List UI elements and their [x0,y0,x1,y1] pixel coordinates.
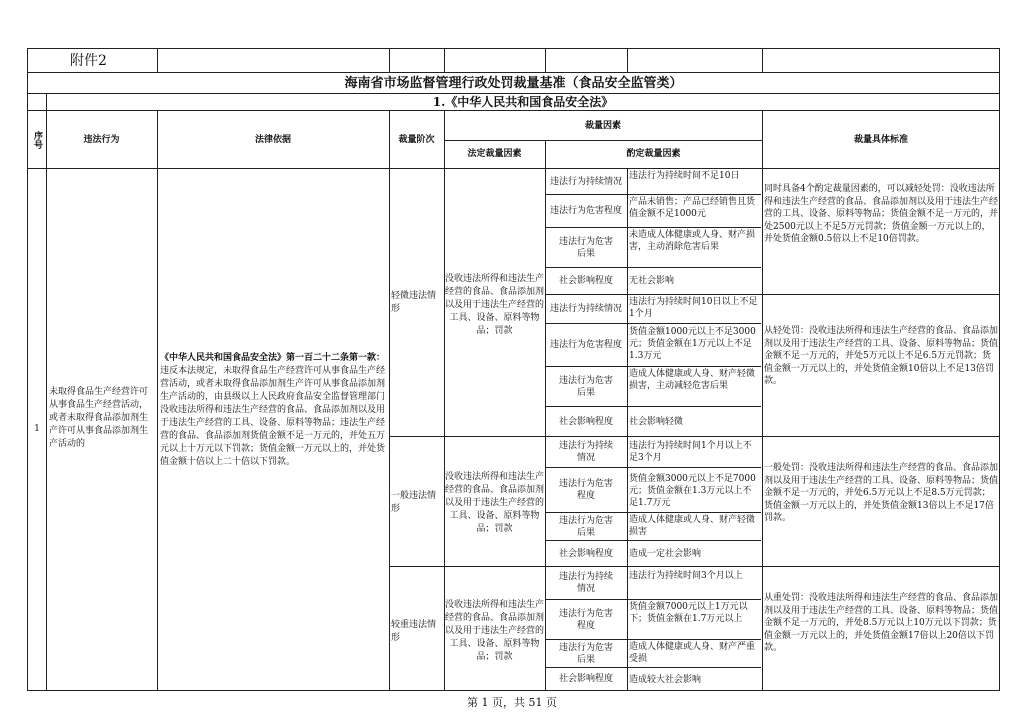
factor-value: 造成人体健康或人身、财产轻微损害，主动减轻危害后果 [629,369,756,391]
page-number: 第 1 页，共 51 页 [467,696,557,709]
level-name: 一般违法情形 [391,491,437,514]
grid-line [389,566,1000,567]
standard-text: 从轻处罚：没收违法所得和违法生产经营的食品、食品添加剂以及用于违法生产经营的工具、设备、原料等物品；货值金额不足一万元的，并处5万元以上不足6.5万元罚款；货值金额一万元以上的，并处货值金额10倍以上不足13倍罚款。 [764,326,998,386]
header-standard: 裁量具体标准 [853,134,908,145]
factor-value: 未造成人体健康或人身、财产损害，主动消除危害后果 [629,230,756,252]
grid-line [999,48,1000,690]
factor-value: 社会影响轻微 [629,417,684,427]
grid-line [157,110,158,690]
row-basis-text: 违反本法规定，未取得食品生产经营许可从事食品生产经营活动，或者未取得食品添加剂生产许可从事食品添加剂生产活动的，由县级以上人民政府食品安全监督管理部门没收违法所得和违法生产经营的食品、食品添加剂以及用于违法生产经营的工具、设备、原料等物品；违法生产经营的食品、食品添加剂货值金额不足一万元的，并处五万元以上十万元以下罚款；货值金额一万元以上的，并处货值金额十倍以上二十倍以下罚款。 [160,366,386,467]
row-seq: 1 [34,424,40,434]
grid-line [46,93,47,690]
factor-key: 违法行为持续情况 [549,176,622,187]
factor-key: 社会影响程度 [558,674,613,684]
standard-text: 同时具备4个酌定裁量因素的，可以减轻处罚：没收违法所得和违法生产经营的食品、食品添加剂以及用于违法生产经营的工具、设备、原料等物品；货值金额不足一万元的，并处2500元以上不足5万元罚款；货值金额一万元以上的，并处货值金额0.5倍以上不足10倍罚款。 [764,184,998,244]
header-level: 裁量阶次 [398,134,435,145]
factor-key: 违法行为危害程度 [558,479,613,501]
standard-text: 从重处罚：没收违法所得和违法生产经营的食品、食品添加剂以及用于违法生产经营的工具、设备、原料等物品；货值金额不足一万元的，并处8.5万元以上10万元以下罚款；货值金额一万元以上的，并处货值金额17倍以上20倍以下罚款。 [764,593,998,653]
legal-factor: 没收违法所得和违法生产经营的食品、食品添加剂以及用于违法生产经营的工具、设备、原料等物品；罚款 [445,471,544,534]
header-legal-factor: 法定裁量因素 [467,149,522,159]
grid-line [545,48,546,72]
factor-value: 违法行为持续时间3个月以上 [629,571,743,581]
grid-line [27,93,1000,94]
legal-factor: 没收违法所得和违法生产经营的食品、食品添加剂以及用于违法生产经营的工具、设备、原料等物品；罚款 [445,599,544,662]
factor-value: 货值金额7000元以上1万元以下；货值金额在1.7万元以上 [629,602,748,624]
factor-key: 违法行为危害后果 [558,236,613,259]
factor-key: 违法行为危害后果 [558,515,613,538]
grid-line [27,168,1000,169]
grid-line [27,110,1000,111]
header-seq: 序号 [32,130,42,149]
factor-key: 违法行为危害后果 [558,375,613,398]
grid-line [762,110,763,690]
grid-line [762,48,763,72]
attachment-label: 附件2 [70,53,107,69]
grid-line [27,72,1000,73]
factor-key: 社会影响程度 [558,548,613,559]
row-basis-article: 《中华人民共和国食品安全法》第一百二十二条第一款： [160,353,386,363]
grid-line [627,48,628,72]
grid-line [27,690,1000,691]
grid-line [444,48,445,72]
factor-value: 产品未销售；产品已经销售且货值金额不足1000元 [629,197,756,219]
level-name: 较重违法情形 [391,620,437,643]
factor-key: 违法行为危害程度 [549,340,622,350]
factor-key: 违法行为持续情况 [558,572,613,594]
header-basis: 法律依据 [254,134,291,145]
factor-value: 造成一定社会影响 [629,549,702,559]
grid-line [389,110,390,690]
factor-value: 货值金额3000元以上不足7000元；货值金额在1.3万元以上不足1.7万元 [629,474,756,508]
factor-key: 违法行为危害程度 [558,608,613,631]
factor-value: 造成人体健康或人身、财产轻微损害 [629,515,756,537]
factor-value: 违法行为持续时间不足10日 [629,171,740,181]
header-violation: 违法行为 [83,134,120,145]
legal-factor: 没收违法所得和违法生产经营的食品、食品添加剂以及用于违法生产经营的工具、设备、原料等物品；罚款 [445,273,544,336]
factor-key: 违法行为危害程度 [549,206,622,216]
factor-value: 造成人体健康或人身、财产严重受损 [629,642,756,664]
grid-line [389,48,390,72]
standard-text: 一般处罚：没收违法所得和违法生产经营的食品、食品添加剂以及用于违法生产经营的工具、设备、原料等物品；货值金额不足一万元的，并处6.5万元以上不足8.5万元罚款；货值金额一万元以上的，并处货值金额13倍以上不足17倍罚款。 [764,463,998,523]
row-basis [160,352,387,469]
factor-value: 无社会影响 [629,276,675,286]
grid-line [27,48,1000,49]
factor-key: 社会影响程度 [558,276,613,286]
page-title: 海南省市场监督管理行政处罚裁量基准（食品安全监管类） [344,76,683,91]
factor-key: 社会影响程度 [558,416,613,427]
factor-value: 造成较大社会影响 [629,675,702,685]
factor-value: 违法行为持续时间1个月以上不足3个月 [629,441,752,463]
row-violation: 未取得食品生产经营许可从事食品生产经营活动，或者未取得食品添加剂生产许可从事食品添加剂生产活动的 [49,387,149,449]
grid-line [627,168,628,690]
factor-value: 货值金额1000元以上不足3000元；货值金额在1万元以上不足1.3万元 [629,327,756,361]
factor-key: 违法行为持续情况 [549,304,622,314]
factor-key: 违法行为危害后果 [558,642,613,665]
factor-key: 违法行为持续情况 [558,441,613,463]
header-factors: 裁量因素 [584,120,621,131]
grid-line [389,436,1000,437]
header-discretion-factor: 酌定裁量因素 [626,149,681,159]
grid-line [157,48,158,72]
page-subtitle: 1.《中华人民共和国食品安全法》 [432,95,614,109]
level-name: 轻微违法情形 [391,291,437,314]
factor-value: 违法行为持续时间10日以上不足1个月 [629,297,758,319]
